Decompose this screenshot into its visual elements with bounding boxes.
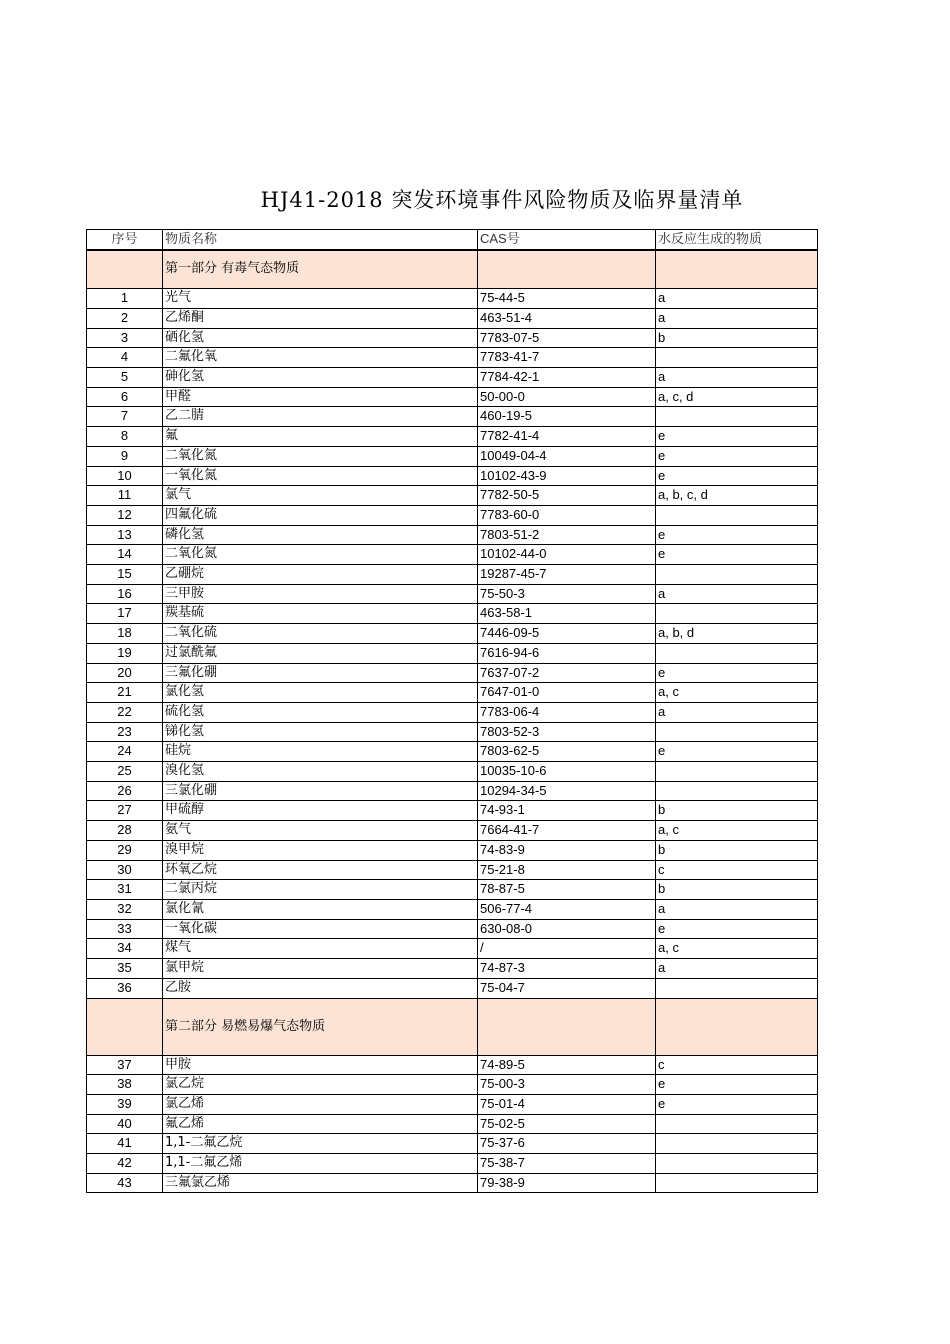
row-seq: 29 (87, 840, 163, 860)
row-water-reaction: e (656, 545, 818, 565)
row-cas-number: 79-38-9 (478, 1173, 656, 1193)
row-cas-number: 630-08-0 (478, 919, 656, 939)
row-water-reaction: a, b, c, d (656, 486, 818, 506)
row-water-reaction (656, 1114, 818, 1134)
row-substance-name: 氯乙烯 (163, 1094, 478, 1114)
row-seq: 6 (87, 387, 163, 407)
row-water-reaction: a, c (656, 821, 818, 841)
row-cas-number: 75-02-5 (478, 1114, 656, 1134)
table-row (87, 1114, 818, 1134)
table-row (87, 308, 818, 328)
table-row (87, 840, 818, 860)
table-row (87, 328, 818, 348)
row-cas-number: 460-19-5 (478, 407, 656, 427)
table-row (87, 663, 818, 683)
row-seq: 14 (87, 545, 163, 565)
row-water-reaction: a (656, 584, 818, 604)
row-seq: 24 (87, 742, 163, 762)
row-seq: 1 (87, 289, 163, 309)
row-substance-name: 溴甲烷 (163, 840, 478, 860)
row-cas-number: 10102-43-9 (478, 466, 656, 486)
table-row (87, 880, 818, 900)
row-seq: 41 (87, 1134, 163, 1154)
row-cas-number: 75-38-7 (478, 1154, 656, 1174)
row-substance-name: 甲胺 (163, 1055, 478, 1075)
row-substance-name: 一氧化氮 (163, 466, 478, 486)
table-row (87, 919, 818, 939)
row-seq: 28 (87, 821, 163, 841)
row-seq: 21 (87, 683, 163, 703)
row-seq: 40 (87, 1114, 163, 1134)
section-row (87, 998, 818, 1055)
section-cell (656, 998, 818, 1055)
row-substance-name: 三氟氯乙烯 (163, 1173, 478, 1193)
row-cas-number: 74-93-1 (478, 801, 656, 821)
row-water-reaction: e (656, 919, 818, 939)
row-seq: 39 (87, 1094, 163, 1114)
table-row (87, 801, 818, 821)
table-row (87, 722, 818, 742)
row-cas-number: 74-89-5 (478, 1055, 656, 1075)
row-substance-name: 氯化氢 (163, 683, 478, 703)
section-cell (87, 998, 163, 1055)
row-substance-name: 硅烷 (163, 742, 478, 762)
row-cas-number: 7446-09-5 (478, 624, 656, 644)
row-seq: 23 (87, 722, 163, 742)
row-cas-number: 7782-41-4 (478, 427, 656, 447)
row-water-reaction (656, 1154, 818, 1174)
section-cell (478, 250, 656, 289)
row-substance-name: 磷化氢 (163, 525, 478, 545)
row-cas-number: 78-87-5 (478, 880, 656, 900)
row-water-reaction: a, c (656, 683, 818, 703)
row-seq: 22 (87, 702, 163, 722)
row-seq: 12 (87, 505, 163, 525)
row-substance-name: 二氯丙烷 (163, 880, 478, 900)
row-seq: 25 (87, 762, 163, 782)
document-title: HJ41-2018 突发环境事件风险物质及临界量清单 (260, 188, 744, 212)
row-seq: 13 (87, 525, 163, 545)
row-substance-name: 二氧化硫 (163, 624, 478, 644)
table-row (87, 584, 818, 604)
table-row (87, 683, 818, 703)
row-water-reaction: c (656, 860, 818, 880)
row-cas-number: 10049-04-4 (478, 446, 656, 466)
row-seq: 43 (87, 1173, 163, 1193)
row-substance-name: 氟乙烯 (163, 1114, 478, 1134)
row-water-reaction: a, c, d (656, 387, 818, 407)
row-seq: 33 (87, 919, 163, 939)
section-label: 第二部分 易燃易爆气态物质 (163, 998, 478, 1055)
table-row (87, 368, 818, 388)
row-water-reaction (656, 781, 818, 801)
row-seq: 32 (87, 900, 163, 920)
table-row (87, 702, 818, 722)
row-cas-number: 19287-45-7 (478, 565, 656, 585)
row-water-reaction (656, 978, 818, 998)
table-row (87, 1134, 818, 1154)
table-header-row (87, 230, 818, 250)
row-cas-number: 7783-60-0 (478, 505, 656, 525)
row-water-reaction: e (656, 1094, 818, 1114)
row-cas-number: 7637-07-2 (478, 663, 656, 683)
row-seq: 27 (87, 801, 163, 821)
row-substance-name: 1,1-二氟乙烯 (163, 1154, 478, 1174)
table-row (87, 486, 818, 506)
table-row (87, 1154, 818, 1174)
section-cell (87, 250, 163, 289)
row-seq: 20 (87, 663, 163, 683)
table-row (87, 643, 818, 663)
row-substance-name: 过氯酰氟 (163, 643, 478, 663)
row-water-reaction (656, 565, 818, 585)
table-row (87, 289, 818, 309)
row-substance-name: 三氟化硼 (163, 663, 478, 683)
table-row (87, 821, 818, 841)
table-row (87, 565, 818, 585)
row-cas-number: 75-04-7 (478, 978, 656, 998)
header-name: 物质名称 (163, 230, 478, 250)
row-substance-name: 氟 (163, 427, 478, 447)
row-seq: 19 (87, 643, 163, 663)
row-water-reaction: a (656, 289, 818, 309)
row-seq: 2 (87, 308, 163, 328)
table-row (87, 407, 818, 427)
row-substance-name: 1,1-二氟乙烷 (163, 1134, 478, 1154)
row-substance-name: 煤气 (163, 939, 478, 959)
row-water-reaction: b (656, 880, 818, 900)
row-substance-name: 硒化氢 (163, 328, 478, 348)
row-cas-number: 75-50-3 (478, 584, 656, 604)
row-water-reaction: b (656, 840, 818, 860)
row-cas-number: 10102-44-0 (478, 545, 656, 565)
row-water-reaction: a (656, 702, 818, 722)
row-cas-number: 74-87-3 (478, 959, 656, 979)
table-row (87, 505, 818, 525)
row-substance-name: 四氟化硫 (163, 505, 478, 525)
row-seq: 7 (87, 407, 163, 427)
table-row (87, 446, 818, 466)
row-seq: 8 (87, 427, 163, 447)
row-water-reaction: a (656, 959, 818, 979)
row-cas-number: 75-44-5 (478, 289, 656, 309)
row-seq: 42 (87, 1154, 163, 1174)
section-cell (478, 998, 656, 1055)
row-seq: 10 (87, 466, 163, 486)
section-cell (656, 250, 818, 289)
section-label: 第一部分 有毒气态物质 (163, 250, 478, 289)
row-cas-number: 75-01-4 (478, 1094, 656, 1114)
row-seq: 4 (87, 348, 163, 368)
row-seq: 5 (87, 368, 163, 388)
row-seq: 18 (87, 624, 163, 644)
table-row (87, 1055, 818, 1075)
row-cas-number: 50-00-0 (478, 387, 656, 407)
table-row (87, 427, 818, 447)
table-row (87, 1094, 818, 1114)
table-row (87, 624, 818, 644)
row-substance-name: 氯化氰 (163, 900, 478, 920)
row-cas-number: 7783-41-7 (478, 348, 656, 368)
row-cas-number: 7616-94-6 (478, 643, 656, 663)
row-water-reaction: a, c (656, 939, 818, 959)
row-seq: 31 (87, 880, 163, 900)
row-substance-name: 乙二腈 (163, 407, 478, 427)
row-seq: 34 (87, 939, 163, 959)
row-seq: 15 (87, 565, 163, 585)
section-row (87, 250, 818, 289)
row-substance-name: 三甲胺 (163, 584, 478, 604)
table-row (87, 762, 818, 782)
row-substance-name: 光气 (163, 289, 478, 309)
table-row (87, 604, 818, 624)
header-seq: 序号 (87, 230, 163, 250)
header-cas: CAS号 (478, 230, 656, 250)
row-cas-number: 463-51-4 (478, 308, 656, 328)
row-cas-number: 506-77-4 (478, 900, 656, 920)
row-substance-name: 溴化氢 (163, 762, 478, 782)
row-substance-name: 羰基硫 (163, 604, 478, 624)
row-substance-name: 氨气 (163, 821, 478, 841)
row-cas-number: 7664-41-7 (478, 821, 656, 841)
row-substance-name: 氯甲烷 (163, 959, 478, 979)
row-substance-name: 乙烯酮 (163, 308, 478, 328)
row-cas-number: 463-58-1 (478, 604, 656, 624)
row-water-reaction: b (656, 328, 818, 348)
row-cas-number: 10035-10-6 (478, 762, 656, 782)
row-water-reaction (656, 407, 818, 427)
row-cas-number: 7782-50-5 (478, 486, 656, 506)
row-substance-name: 硫化氢 (163, 702, 478, 722)
table-row (87, 1075, 818, 1095)
table-row (87, 781, 818, 801)
row-seq: 26 (87, 781, 163, 801)
row-water-reaction: b (656, 801, 818, 821)
row-cas-number: 74-83-9 (478, 840, 656, 860)
row-seq: 9 (87, 446, 163, 466)
table-row (87, 545, 818, 565)
row-substance-name: 氯乙烷 (163, 1075, 478, 1095)
row-water-reaction: e (656, 742, 818, 762)
row-substance-name: 环氧乙烷 (163, 860, 478, 880)
row-water-reaction (656, 1134, 818, 1154)
table-row (87, 466, 818, 486)
row-water-reaction (656, 762, 818, 782)
row-substance-name: 二氧化氮 (163, 446, 478, 466)
row-water-reaction: e (656, 663, 818, 683)
risk-substance-table (86, 229, 818, 1193)
row-water-reaction: e (656, 466, 818, 486)
row-substance-name: 乙胺 (163, 978, 478, 998)
row-cas-number: 7647-01-0 (478, 683, 656, 703)
row-seq: 16 (87, 584, 163, 604)
row-seq: 35 (87, 959, 163, 979)
row-water-reaction: c (656, 1055, 818, 1075)
row-cas-number: 75-21-8 (478, 860, 656, 880)
table-row (87, 939, 818, 959)
row-water-reaction: a (656, 368, 818, 388)
row-seq: 17 (87, 604, 163, 624)
row-seq: 11 (87, 486, 163, 506)
row-cas-number: 10294-34-5 (478, 781, 656, 801)
table-row (87, 959, 818, 979)
row-cas-number: 7784-42-1 (478, 368, 656, 388)
row-water-reaction: a, b, d (656, 624, 818, 644)
row-cas-number: 75-00-3 (478, 1075, 656, 1095)
row-water-reaction: e (656, 525, 818, 545)
row-cas-number: 75-37-6 (478, 1134, 656, 1154)
row-substance-name: 甲硫醇 (163, 801, 478, 821)
row-water-reaction (656, 1173, 818, 1193)
row-water-reaction (656, 722, 818, 742)
row-cas-number: 7783-07-5 (478, 328, 656, 348)
row-substance-name: 乙硼烷 (163, 565, 478, 585)
table-row (87, 525, 818, 545)
row-water-reaction (656, 505, 818, 525)
row-substance-name: 砷化氢 (163, 368, 478, 388)
row-substance-name: 三氯化硼 (163, 781, 478, 801)
row-cas-number: 7803-62-5 (478, 742, 656, 762)
row-cas-number: / (478, 939, 656, 959)
row-water-reaction: a (656, 900, 818, 920)
row-water-reaction: e (656, 446, 818, 466)
row-seq: 38 (87, 1075, 163, 1095)
row-water-reaction (656, 643, 818, 663)
table-row (87, 387, 818, 407)
row-cas-number: 7783-06-4 (478, 702, 656, 722)
row-substance-name: 甲醛 (163, 387, 478, 407)
row-water-reaction: e (656, 1075, 818, 1095)
row-substance-name: 锑化氢 (163, 722, 478, 742)
row-cas-number: 7803-51-2 (478, 525, 656, 545)
row-seq: 36 (87, 978, 163, 998)
row-water-reaction (656, 348, 818, 368)
table-row (87, 900, 818, 920)
row-water-reaction: a (656, 308, 818, 328)
row-cas-number: 7803-52-3 (478, 722, 656, 742)
table-row (87, 348, 818, 368)
row-substance-name: 氯气 (163, 486, 478, 506)
table-row (87, 1173, 818, 1193)
table-row (87, 860, 818, 880)
row-seq: 37 (87, 1055, 163, 1075)
row-substance-name: 二氟化氧 (163, 348, 478, 368)
row-seq: 30 (87, 860, 163, 880)
row-water-reaction: e (656, 427, 818, 447)
table-row (87, 742, 818, 762)
row-substance-name: 二氧化氮 (163, 545, 478, 565)
header-water-reaction: 水反应生成的物质 (656, 230, 818, 250)
table-row (87, 978, 818, 998)
row-seq: 3 (87, 328, 163, 348)
row-water-reaction (656, 604, 818, 624)
row-substance-name: 一氧化碳 (163, 919, 478, 939)
